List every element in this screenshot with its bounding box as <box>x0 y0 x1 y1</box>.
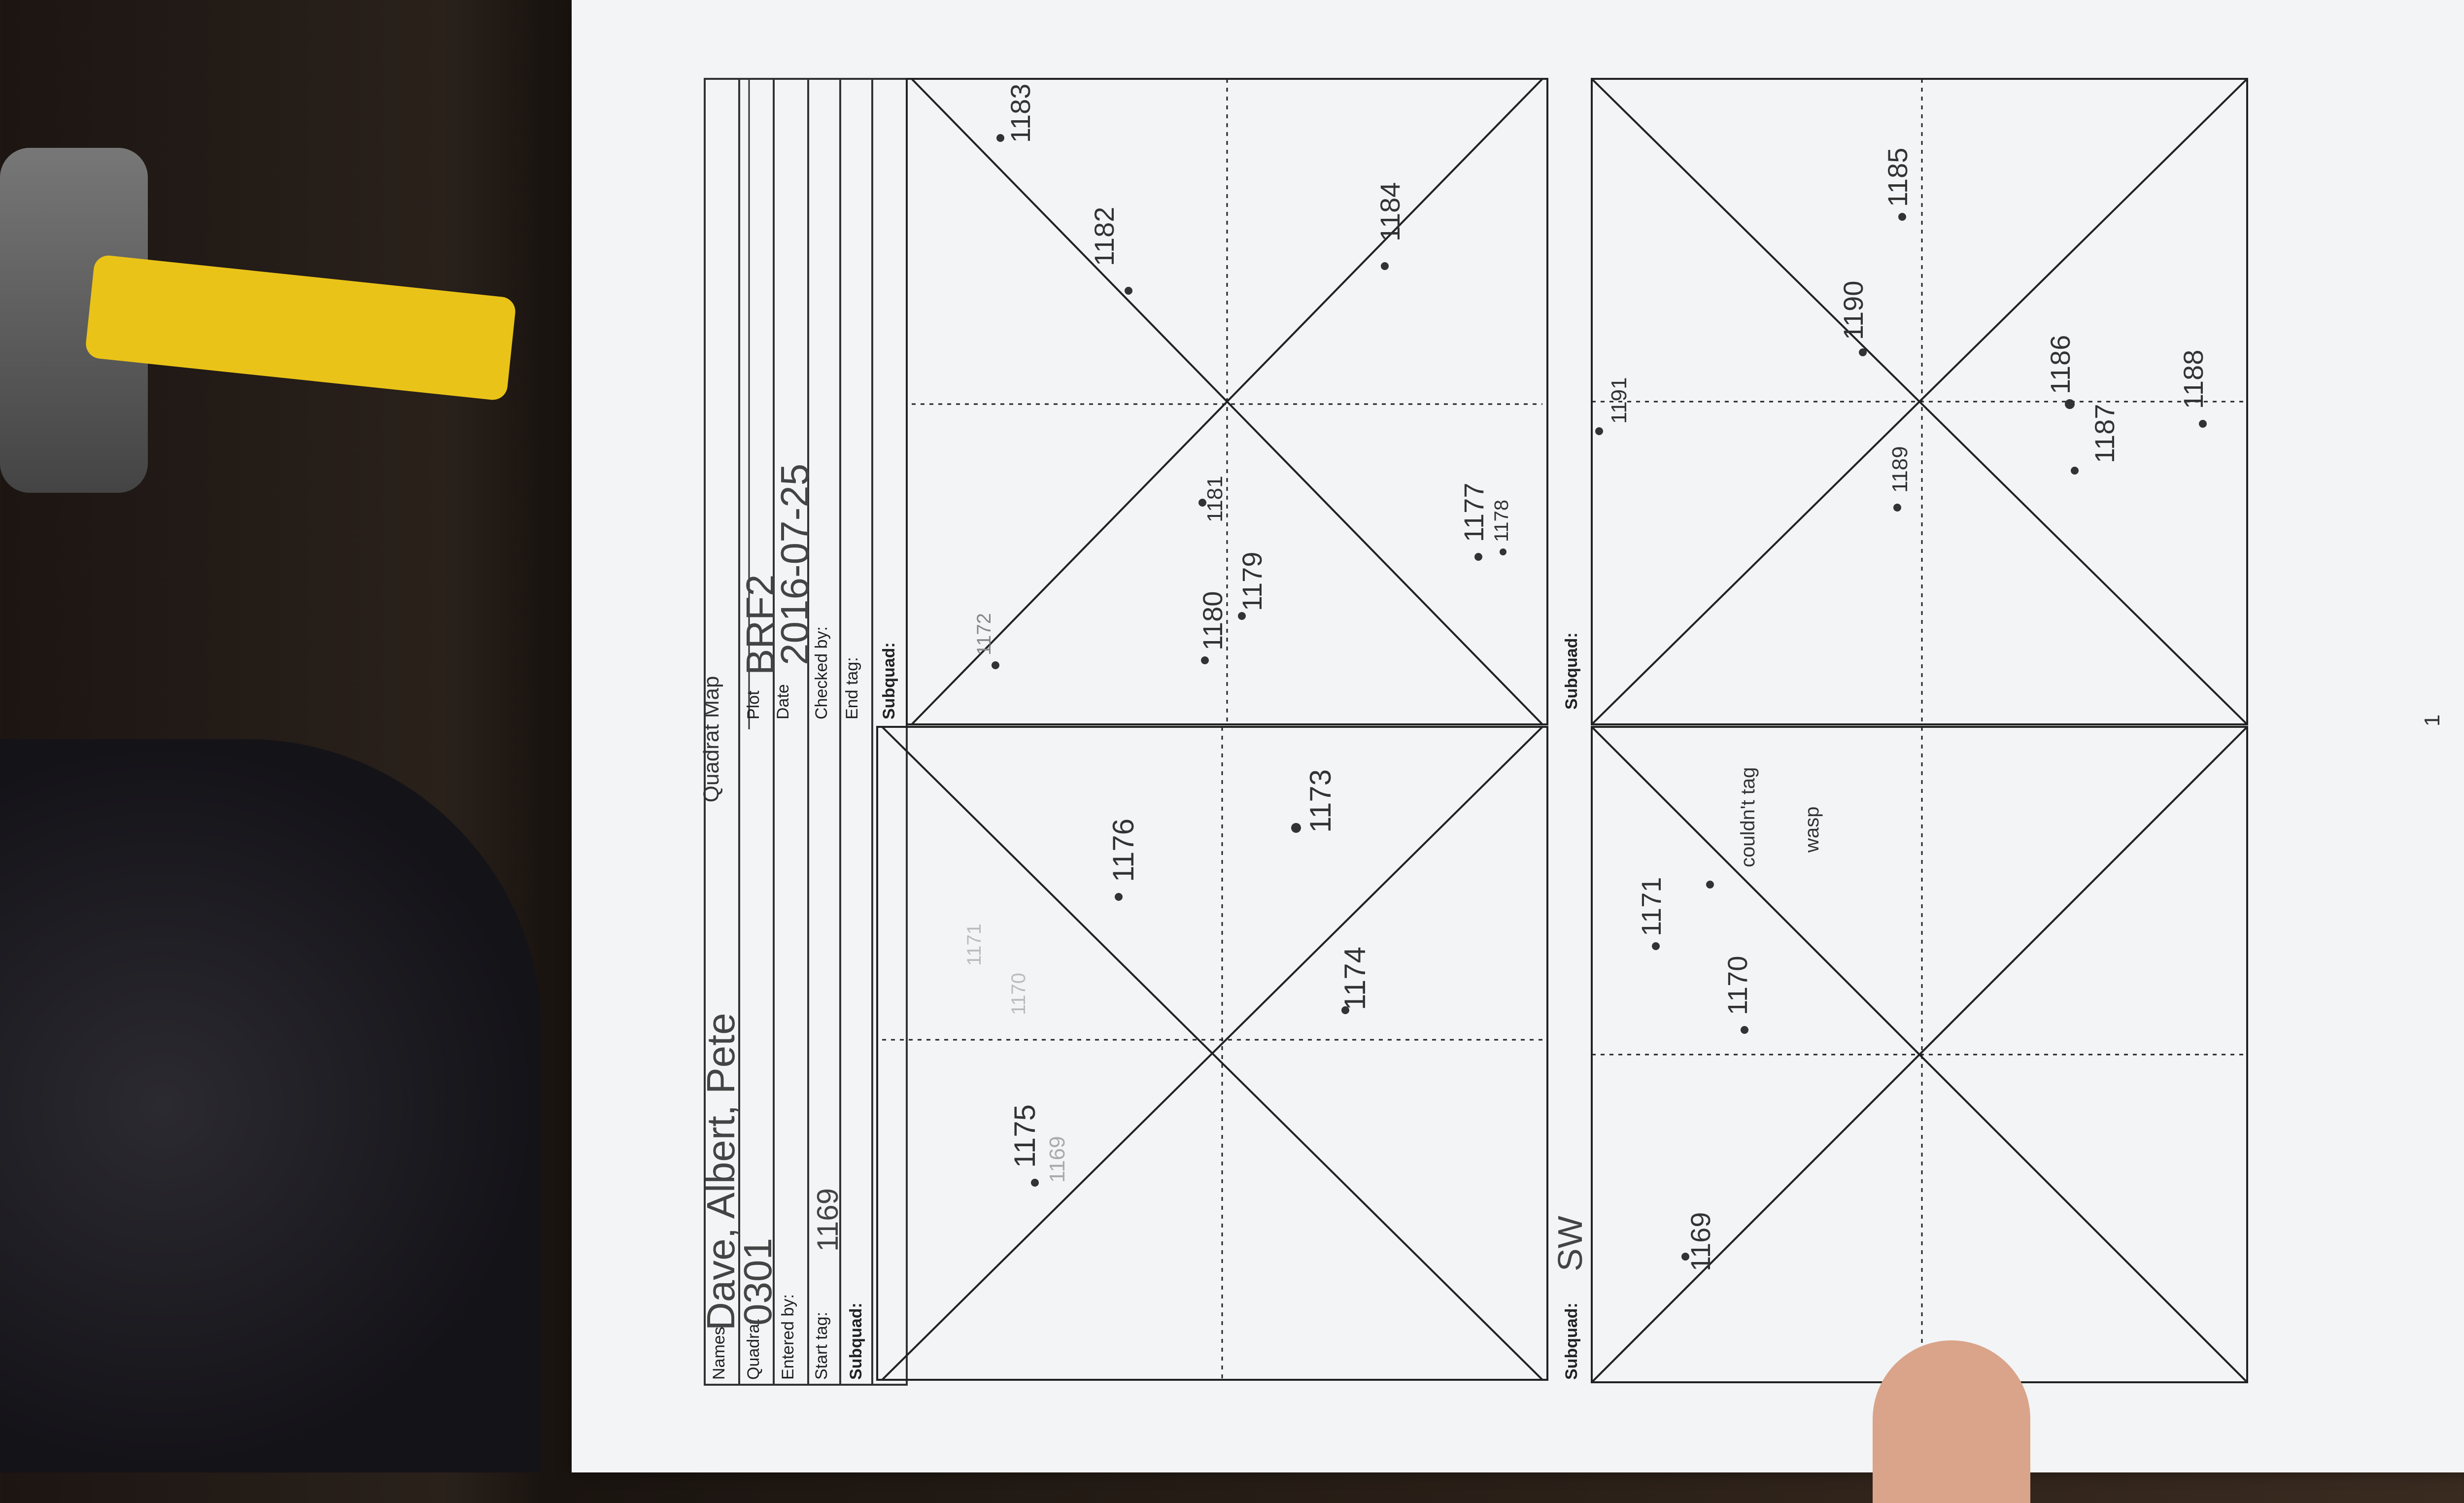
note-wasp: wasp <box>1801 806 1823 853</box>
tag-1181: 1181 <box>1203 476 1227 522</box>
tag-point <box>1898 213 1906 221</box>
date-value: 2016-07-25 <box>773 463 817 665</box>
page-number: 1 <box>2420 714 2444 727</box>
date-label: Date <box>774 684 792 719</box>
tag-point <box>1859 348 1867 356</box>
plot-value: BRF2 <box>738 574 782 675</box>
subquad-label-top-left: Subquad: <box>847 1302 865 1380</box>
tag-1190: 1190 <box>1838 280 1869 340</box>
tag-1175: 1175 <box>1008 1104 1041 1168</box>
tag-1182: 1182 <box>1089 206 1120 266</box>
start-tag-value: 1169 <box>811 1188 844 1252</box>
subquad-label-bottom-left: Subquad: <box>1562 1302 1581 1380</box>
start-tag-label: Start tag: <box>812 1312 831 1380</box>
quadrat-value: 0301 <box>736 1238 780 1326</box>
plot-label: Plot <box>744 690 763 719</box>
tag-1176: 1176 <box>1107 818 1140 882</box>
tag-point <box>992 661 999 669</box>
tag-1174: 1174 <box>1338 946 1371 1010</box>
thumb <box>1873 1340 2030 1503</box>
header-handwriting <box>699 464 1589 1331</box>
tag-1171-faint: 1171 <box>963 923 985 966</box>
entered-by-label: Entered by: <box>779 1294 797 1380</box>
form-title: Quadrat Map <box>699 676 723 803</box>
tag-1169: 1169 <box>1685 1212 1716 1271</box>
tag-1188: 1188 <box>2178 349 2209 409</box>
tag-point <box>2071 467 2079 475</box>
tags-top-left <box>963 769 1371 1187</box>
tag-point <box>1238 612 1246 620</box>
tag-point <box>1893 504 1901 512</box>
tag-1177: 1177 <box>1458 482 1489 542</box>
tag-1189: 1189 <box>1888 446 1912 493</box>
tag-1179: 1179 <box>1236 551 1267 611</box>
map-bottom <box>1592 79 2247 1382</box>
tag-point <box>1381 262 1389 270</box>
tag-point <box>1706 881 1714 888</box>
tags-bottom-left <box>1636 767 1823 1271</box>
tag-1169-faint: 1169 <box>1045 1136 1069 1183</box>
map-top <box>877 79 1547 1380</box>
names-value: Dave, Albert, Pete <box>699 1013 743 1331</box>
names-label: Names <box>710 1327 728 1380</box>
tag-1173: 1173 <box>1304 769 1337 833</box>
tag-1172: 1172 <box>973 613 995 655</box>
tag-point <box>1125 287 1132 295</box>
tag-1178: 1178 <box>1491 499 1512 542</box>
tag-point <box>1741 1026 1748 1034</box>
tag-point <box>1031 1179 1039 1187</box>
tag-point <box>1652 942 1660 950</box>
tag-1186: 1186 <box>2045 335 2076 394</box>
tag-1183: 1183 <box>1005 83 1036 143</box>
tag-point <box>1595 427 1603 435</box>
tag-1187: 1187 <box>2089 404 2120 463</box>
subquad-label-top-right: Subquad: <box>880 642 898 719</box>
tag-point <box>1291 823 1301 833</box>
tag-1170: 1170 <box>1722 956 1753 1015</box>
note-couldnt-tag: couldn't tag <box>1737 767 1759 867</box>
tag-point <box>2065 399 2075 409</box>
end-tag-label: End tag: <box>843 657 861 719</box>
tag-1184: 1184 <box>1374 182 1405 241</box>
subquad-label-bottom-right: Subquad: <box>1562 632 1581 710</box>
tag-1185: 1185 <box>1882 147 1913 207</box>
tags-top-right <box>973 84 1512 669</box>
tag-point <box>996 134 1004 142</box>
checked-by-label: Checked by: <box>812 626 831 719</box>
tag-1170-faint: 1170 <box>1008 972 1029 1015</box>
tag-1171: 1171 <box>1636 877 1667 936</box>
tag-point <box>1201 656 1209 664</box>
tag-point <box>1474 553 1482 561</box>
tag-point <box>2199 420 2207 428</box>
tag-1191: 1191 <box>1607 377 1631 424</box>
tags-bottom-right <box>1595 148 2209 512</box>
tag-point <box>1115 893 1123 901</box>
tag-point <box>1500 548 1506 555</box>
subquad-sw-value: SW <box>1551 1216 1589 1271</box>
tag-1180: 1180 <box>1197 591 1228 650</box>
quadrat-label: Quadrat <box>744 1319 763 1380</box>
